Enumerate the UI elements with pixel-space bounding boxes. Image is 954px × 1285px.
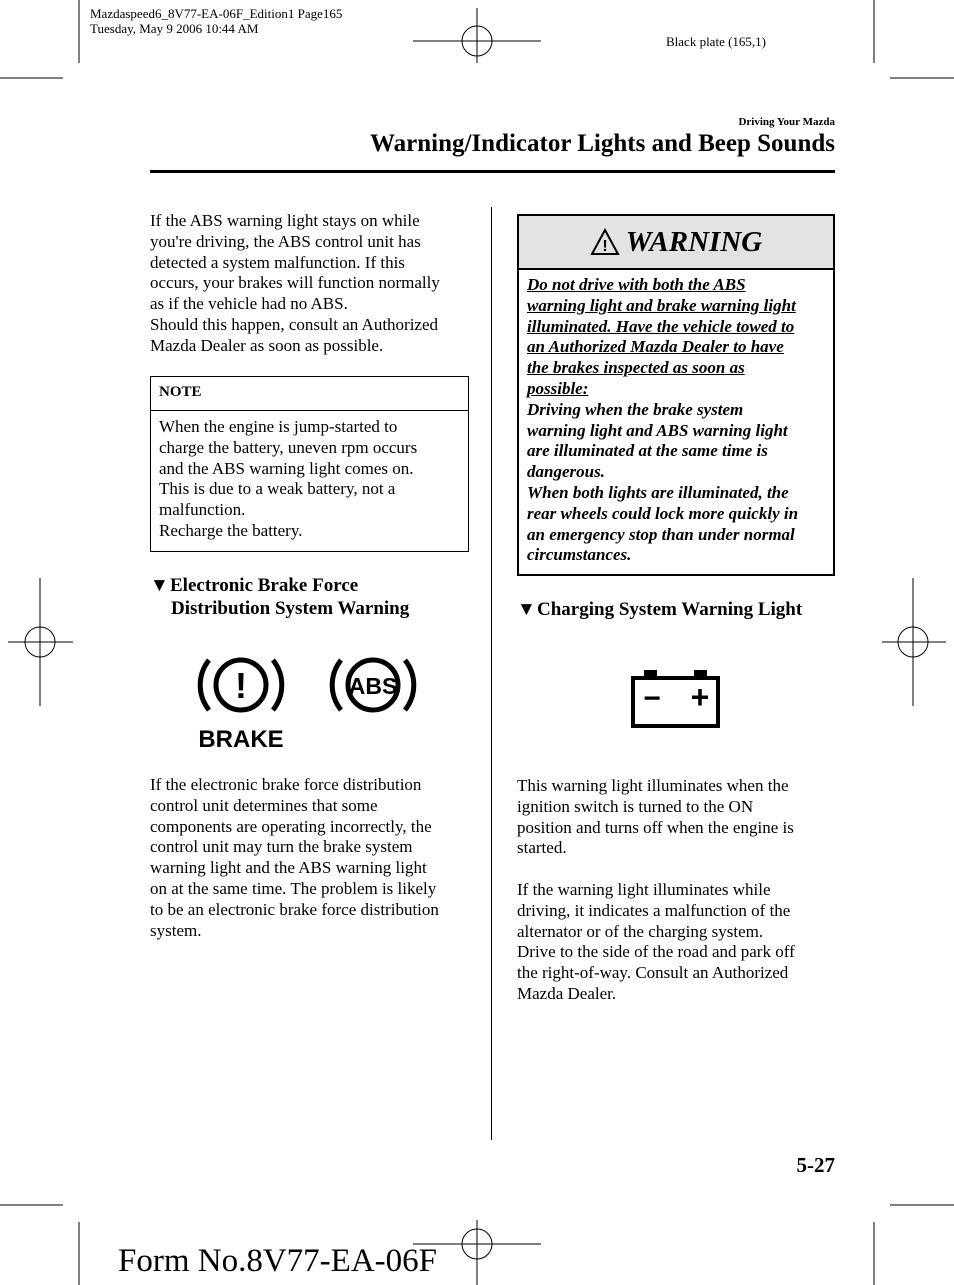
text-line: the right-of-way. Consult an Authorized: [517, 963, 789, 983]
triangle-marker-icon: ▼: [150, 575, 169, 596]
text-line: position and turns off when the engine is: [517, 817, 794, 837]
text-line: If the electronic brake force distribution: [150, 775, 422, 794]
abs-warning-icon: [326, 648, 420, 722]
note-text: [151, 411, 468, 550]
title-rule: [150, 170, 835, 173]
text-line: malfunction.: [159, 500, 246, 520]
triangle-marker-icon: ▼: [517, 599, 536, 620]
ebd-heading: [150, 574, 480, 620]
heading-line: Distribution System Warning: [171, 598, 410, 619]
text-line: This warning light illuminates when the: [517, 776, 789, 795]
text-line: the brakes inspected as soon as: [527, 358, 745, 378]
ebd-paragraph: [150, 775, 475, 941]
text-line: as if the vehicle had no ABS.: [150, 294, 348, 314]
form-number: Form No.8V77-EA-06F: [118, 1243, 437, 1279]
text-line: and the ABS warning light comes on.: [159, 458, 414, 478]
text-line: When both lights are illuminated, the: [527, 482, 789, 502]
text-line: started.: [517, 838, 567, 858]
page-number: 5-27: [796, 1153, 835, 1177]
battery-warning-icon: [628, 668, 722, 730]
text-line: on at the same time. The problem is likely: [150, 878, 437, 898]
text-line: dangerous.: [527, 462, 605, 482]
text-line: system.: [150, 920, 202, 940]
heading-line: Charging System Warning Light: [537, 599, 803, 620]
text-line: ignition switch is turned to the ON: [517, 796, 754, 816]
column-divider: [491, 207, 492, 1140]
text-line: control unit may turn the brake system: [150, 837, 413, 857]
black-plate-label: Black plate (165,1): [666, 34, 766, 49]
text-line: charge the battery, uneven rpm occurs: [159, 437, 418, 457]
abs-paragraph: [150, 211, 475, 357]
text-line: detected a system malfunction. If this: [150, 252, 405, 272]
text-line: control unit determines that some: [150, 795, 378, 815]
text-line: This is due to a weak battery, not a: [159, 479, 396, 499]
warning-header: [519, 216, 833, 270]
page-title: Warning/Indicator Lights and Beep Sounds: [370, 130, 835, 157]
print-file-info: [90, 6, 342, 36]
brake-warning-icon: [194, 648, 288, 720]
text-line: warning light and the ABS warning light: [150, 858, 427, 878]
charging-heading: [517, 598, 847, 621]
text-line: occurs, your brakes will function normally: [150, 273, 440, 293]
warning-exclamation: !: [602, 238, 608, 255]
print-file-line: Mazdaspeed6_8V77-EA-06F_Edition1 Page165: [90, 6, 343, 21]
text-line: If the ABS warning light stays on while: [150, 211, 420, 230]
text-line: rear wheels could lock more quickly in: [527, 503, 799, 523]
abs-caption: ABS: [348, 673, 398, 699]
text-line: If the warning light illuminates while: [517, 880, 771, 899]
text-line: Recharge the battery.: [159, 520, 303, 540]
brake-exclamation: !: [235, 665, 247, 706]
print-date-line: Tuesday, May 9 2006 10:44 AM: [90, 21, 259, 36]
battery-minus: −: [643, 682, 661, 715]
charging-paragraph-2: [517, 880, 842, 1005]
warning-triangle-icon: [590, 228, 620, 256]
text-line: possible:: [527, 378, 589, 398]
text-line: to be an electronic brake force distribution: [150, 899, 439, 919]
text-line: When the engine is jump-started to: [159, 417, 398, 436]
heading-line: Electronic Brake Force: [170, 575, 359, 596]
battery-plus: +: [690, 679, 710, 715]
text-line: Do not drive with both the ABS: [527, 275, 746, 294]
text-line: warning light and brake warning light: [527, 295, 796, 315]
text-line: you're driving, the ABS control unit has: [150, 231, 421, 251]
text-line: warning light and ABS warning light: [527, 420, 788, 440]
text-line: Mazda Dealer as soon as possible.: [150, 335, 384, 355]
note-box: [150, 376, 469, 552]
warning-title: WARNING: [625, 225, 763, 258]
brake-caption: BRAKE: [198, 726, 284, 753]
warning-box: [517, 214, 835, 576]
text-line: circumstances.: [527, 545, 632, 565]
text-line: Drive to the side of the road and park off: [517, 942, 795, 962]
text-line: components are operating incorrectly, the: [150, 816, 432, 836]
charging-paragraph-1: [517, 776, 842, 859]
note-label: NOTE: [151, 377, 468, 411]
warning-text: [519, 270, 833, 574]
section-label: Driving Your Mazda: [738, 116, 835, 128]
text-line: illuminated. Have the vehicle towed to: [527, 316, 795, 336]
text-line: driving, it indicates a malfunction of the: [517, 900, 791, 920]
text-line: an Authorized Mazda Dealer to have: [527, 337, 784, 357]
text-line: Should this happen, consult an Authorized: [150, 314, 439, 334]
text-line: an emergency stop than under normal: [527, 524, 795, 544]
text-line: Driving when the brake system: [527, 399, 744, 419]
text-line: are illuminated at the same time is: [527, 441, 768, 461]
brake-warning-symbol: [194, 648, 288, 753]
text-line: Mazda Dealer.: [517, 983, 617, 1003]
text-line: alternator or of the charging system.: [517, 921, 764, 941]
